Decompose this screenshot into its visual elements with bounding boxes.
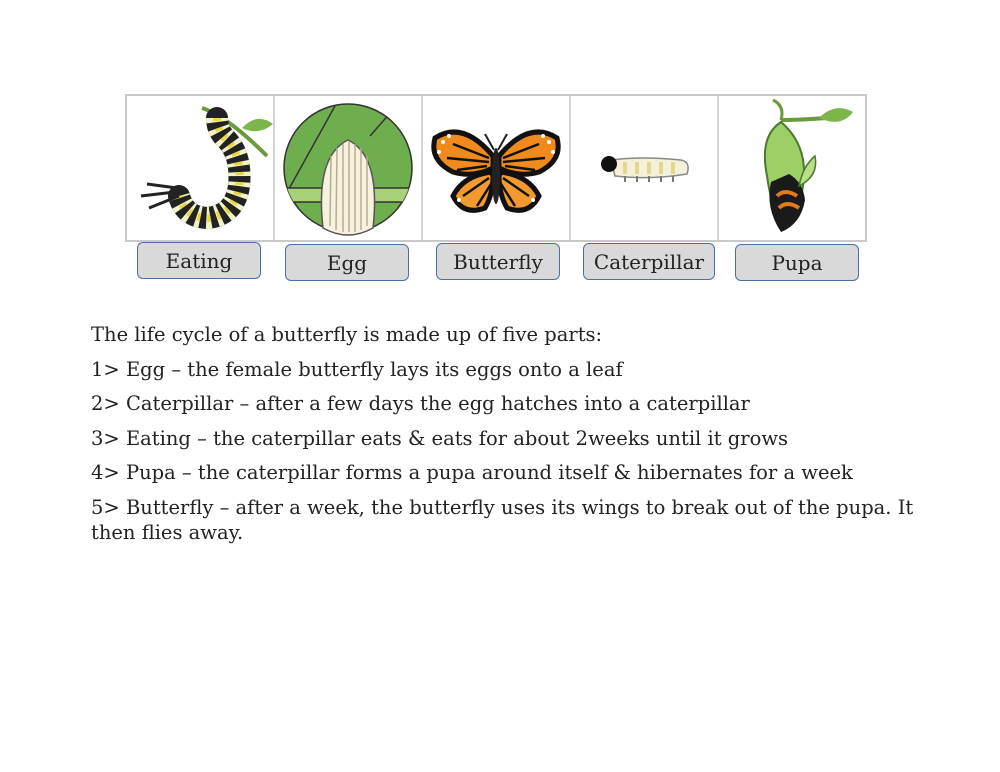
step-line-4: 4> Pupa – the caterpillar forms a pupa around itself & hibernates for a week	[91, 461, 853, 484]
image-cell-2	[275, 96, 423, 240]
intro-text: The life cycle of a butterfly is made up of five parts:	[91, 323, 603, 346]
label-butterfly[interactable]: Butterfly	[436, 243, 560, 280]
step-line-2: 2> Caterpillar – after a few days the egg hatches into a caterpillar	[91, 392, 750, 415]
step-line-3: 3> Eating – the caterpillar eats & eats for about 2weeks until it grows	[91, 426, 789, 450]
image-cell-5	[719, 96, 865, 240]
image-cell-1	[127, 96, 275, 240]
step-line-5: 5> Butterfly – after a week, the butterfly uses its wings to break out of the pupa. It then flies away.	[91, 495, 914, 544]
image-cell-4	[571, 96, 719, 240]
egg-on-leaf-icon	[275, 96, 421, 240]
label-eating[interactable]: Eating	[137, 242, 261, 279]
image-strip	[125, 94, 867, 242]
label-pupa[interactable]: Pupa	[735, 244, 859, 281]
pupa-chrysalis-icon	[719, 96, 865, 240]
butterfly-icon	[423, 96, 569, 240]
caterpillar-icon	[571, 96, 717, 240]
label-egg[interactable]: Egg	[285, 244, 409, 281]
image-cell-3	[423, 96, 571, 240]
life-cycle-description	[91, 322, 921, 554]
label-caterpillar[interactable]: Caterpillar	[583, 243, 715, 280]
hanging-caterpillar-icon	[127, 96, 273, 240]
step-line-1: 1> Egg – the female butterfly lays its eggs onto a leaf	[91, 357, 623, 381]
